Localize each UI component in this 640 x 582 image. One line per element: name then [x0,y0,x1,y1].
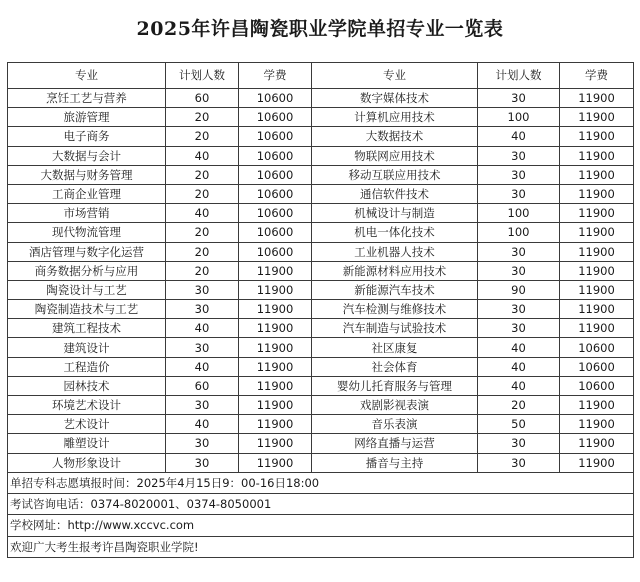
table-row [8,280,634,299]
cell-fee-right: 11900 [560,89,634,108]
application-time: 单招专科志愿填报时间：2025年4月15日9：00-16日18:00 [8,472,634,493]
cell-major-right: 社区康复 [312,338,478,357]
cell-quota-left: 20 [166,223,239,242]
cell-major-left: 陶瓷制造技术与工艺 [8,300,166,319]
cell-major-right: 计算机应用技术 [312,108,478,127]
cell-major-right: 播音与主持 [312,453,478,472]
cell-fee-right: 11900 [560,319,634,338]
cell-major-right: 物联网应用技术 [312,146,478,165]
table-row [8,89,634,108]
cell-fee-left: 10600 [239,204,312,223]
cell-fee-left: 11900 [239,376,312,395]
cell-fee-right: 10600 [560,338,634,357]
cell-fee-left: 11900 [239,453,312,472]
header-quota-right: 计划人数 [478,63,560,89]
cell-fee-left: 11900 [239,280,312,299]
header-major-left: 专业 [8,63,166,89]
table-row [8,165,634,184]
cell-major-left: 工商企业管理 [8,184,166,203]
cell-major-left: 工程造价 [8,357,166,376]
table-row [8,300,634,319]
table-row [8,242,634,261]
cell-fee-right: 11900 [560,261,634,280]
cell-major-right: 数字媒体技术 [312,89,478,108]
cell-major-right: 戏剧影视表演 [312,396,478,415]
table-row [8,338,634,357]
header-quota-left: 计划人数 [166,63,239,89]
cell-fee-left: 11900 [239,300,312,319]
cell-quota-right: 100 [478,223,560,242]
cell-quota-right: 90 [478,280,560,299]
cell-fee-right: 10600 [560,357,634,376]
table-row [8,108,634,127]
table-row [8,127,634,146]
table-row [8,204,634,223]
cell-fee-left: 10600 [239,89,312,108]
cell-quota-left: 20 [166,108,239,127]
header-fee-right: 学费 [560,63,634,89]
cell-fee-left: 11900 [239,396,312,415]
header-fee-left: 学费 [239,63,312,89]
cell-major-left: 旅游管理 [8,108,166,127]
cell-major-right: 新能源汽车技术 [312,280,478,299]
cell-quota-left: 40 [166,319,239,338]
cell-major-left: 现代物流管理 [8,223,166,242]
cell-quota-left: 20 [166,184,239,203]
cell-fee-left: 11900 [239,357,312,376]
footer-time-row [8,472,634,493]
cell-fee-left: 11900 [239,319,312,338]
cell-fee-right: 11900 [560,453,634,472]
cell-fee-right: 11900 [560,204,634,223]
cell-fee-right: 11900 [560,242,634,261]
cell-fee-left: 10600 [239,146,312,165]
cell-major-right: 机械设计与制造 [312,204,478,223]
footer-phone-row [8,494,634,515]
table-row [8,184,634,203]
table-row [8,434,634,453]
cell-fee-right: 11900 [560,127,634,146]
cell-quota-right: 30 [478,319,560,338]
cell-major-left: 艺术设计 [8,415,166,434]
cell-quota-right: 30 [478,89,560,108]
cell-quota-right: 100 [478,108,560,127]
cell-fee-right: 11900 [560,146,634,165]
table-row [8,376,634,395]
cell-quota-right: 40 [478,127,560,146]
cell-fee-left: 10600 [239,108,312,127]
cell-major-left: 园林技术 [8,376,166,395]
cell-fee-left: 10600 [239,242,312,261]
cell-fee-right: 11900 [560,434,634,453]
footer-website-row [8,515,634,536]
cell-quota-left: 60 [166,376,239,395]
cell-major-left: 电子商务 [8,127,166,146]
cell-quota-right: 40 [478,357,560,376]
cell-major-right: 社会体育 [312,357,478,376]
cell-fee-right: 11900 [560,300,634,319]
cell-quota-right: 30 [478,242,560,261]
cell-major-right: 新能源材料应用技术 [312,261,478,280]
welcome-message: 欢迎广大考生报考许昌陶瓷职业学院! [8,536,634,557]
school-website: 学校网址：http://www.xccvc.com [8,515,634,536]
cell-quota-left: 40 [166,357,239,376]
cell-quota-left: 60 [166,89,239,108]
cell-fee-right: 11900 [560,165,634,184]
cell-fee-left: 11900 [239,415,312,434]
cell-major-left: 大数据与会计 [8,146,166,165]
cell-fee-right: 11900 [560,415,634,434]
cell-quota-left: 40 [166,146,239,165]
cell-quota-right: 40 [478,338,560,357]
cell-fee-left: 11900 [239,338,312,357]
cell-fee-right: 10600 [560,376,634,395]
cell-fee-left: 10600 [239,127,312,146]
cell-quota-right: 30 [478,261,560,280]
cell-fee-right: 11900 [560,184,634,203]
table-row [8,453,634,472]
majors-table [7,62,634,558]
cell-major-right: 大数据技术 [312,127,478,146]
cell-quota-right: 30 [478,184,560,203]
cell-fee-left: 11900 [239,434,312,453]
cell-fee-left: 11900 [239,261,312,280]
cell-major-left: 市场营销 [8,204,166,223]
table-row [8,357,634,376]
cell-quota-left: 40 [166,204,239,223]
cell-major-right: 音乐表演 [312,415,478,434]
footer-welcome-row [8,536,634,557]
cell-major-left: 商务数据分析与应用 [8,261,166,280]
cell-major-right: 汽车制造与试验技术 [312,319,478,338]
cell-fee-right: 11900 [560,396,634,415]
cell-major-left: 环境艺术设计 [8,396,166,415]
cell-major-right: 工业机器人技术 [312,242,478,261]
cell-major-right: 移动互联应用技术 [312,165,478,184]
cell-quota-right: 30 [478,300,560,319]
cell-quota-right: 50 [478,415,560,434]
cell-quota-left: 20 [166,127,239,146]
cell-quota-right: 30 [478,146,560,165]
cell-quota-right: 20 [478,396,560,415]
table-header-row [8,63,634,89]
table-row [8,146,634,165]
cell-major-right: 通信软件技术 [312,184,478,203]
table-row [8,396,634,415]
cell-major-right: 网络直播与运营 [312,434,478,453]
cell-quota-left: 30 [166,453,239,472]
cell-major-left: 建筑工程技术 [8,319,166,338]
cell-quota-left: 30 [166,434,239,453]
cell-major-left: 陶瓷设计与工艺 [8,280,166,299]
cell-quota-left: 30 [166,300,239,319]
cell-major-right: 汽车检测与维修技术 [312,300,478,319]
cell-quota-left: 30 [166,396,239,415]
cell-major-right: 婴幼儿托育服务与管理 [312,376,478,395]
cell-quota-left: 20 [166,242,239,261]
cell-quota-left: 40 [166,415,239,434]
cell-major-right: 机电一体化技术 [312,223,478,242]
page-title: 2025年许昌陶瓷职业学院单招专业一览表 [136,18,504,40]
cell-quota-left: 30 [166,338,239,357]
cell-fee-left: 10600 [239,165,312,184]
table-row [8,223,634,242]
table-row [8,261,634,280]
cell-fee-right: 11900 [560,280,634,299]
cell-major-left: 酒店管理与数字化运营 [8,242,166,261]
cell-quota-right: 30 [478,434,560,453]
contact-phone: 考试咨询电话：0374-8020001、0374-8050001 [8,494,634,515]
cell-quota-right: 40 [478,376,560,395]
header-major-right: 专业 [312,63,478,89]
cell-quota-left: 20 [166,165,239,184]
cell-quota-left: 30 [166,280,239,299]
cell-fee-right: 11900 [560,108,634,127]
cell-fee-left: 10600 [239,223,312,242]
cell-major-left: 雕塑设计 [8,434,166,453]
cell-fee-left: 10600 [239,184,312,203]
cell-quota-left: 20 [166,261,239,280]
cell-major-left: 大数据与财务管理 [8,165,166,184]
table-row [8,319,634,338]
cell-major-left: 人物形象设计 [8,453,166,472]
table-row [8,415,634,434]
cell-major-left: 建筑设计 [8,338,166,357]
cell-quota-right: 30 [478,165,560,184]
cell-major-left: 烹饪工艺与营养 [8,89,166,108]
cell-fee-right: 11900 [560,223,634,242]
cell-quota-right: 100 [478,204,560,223]
cell-quota-right: 30 [478,453,560,472]
